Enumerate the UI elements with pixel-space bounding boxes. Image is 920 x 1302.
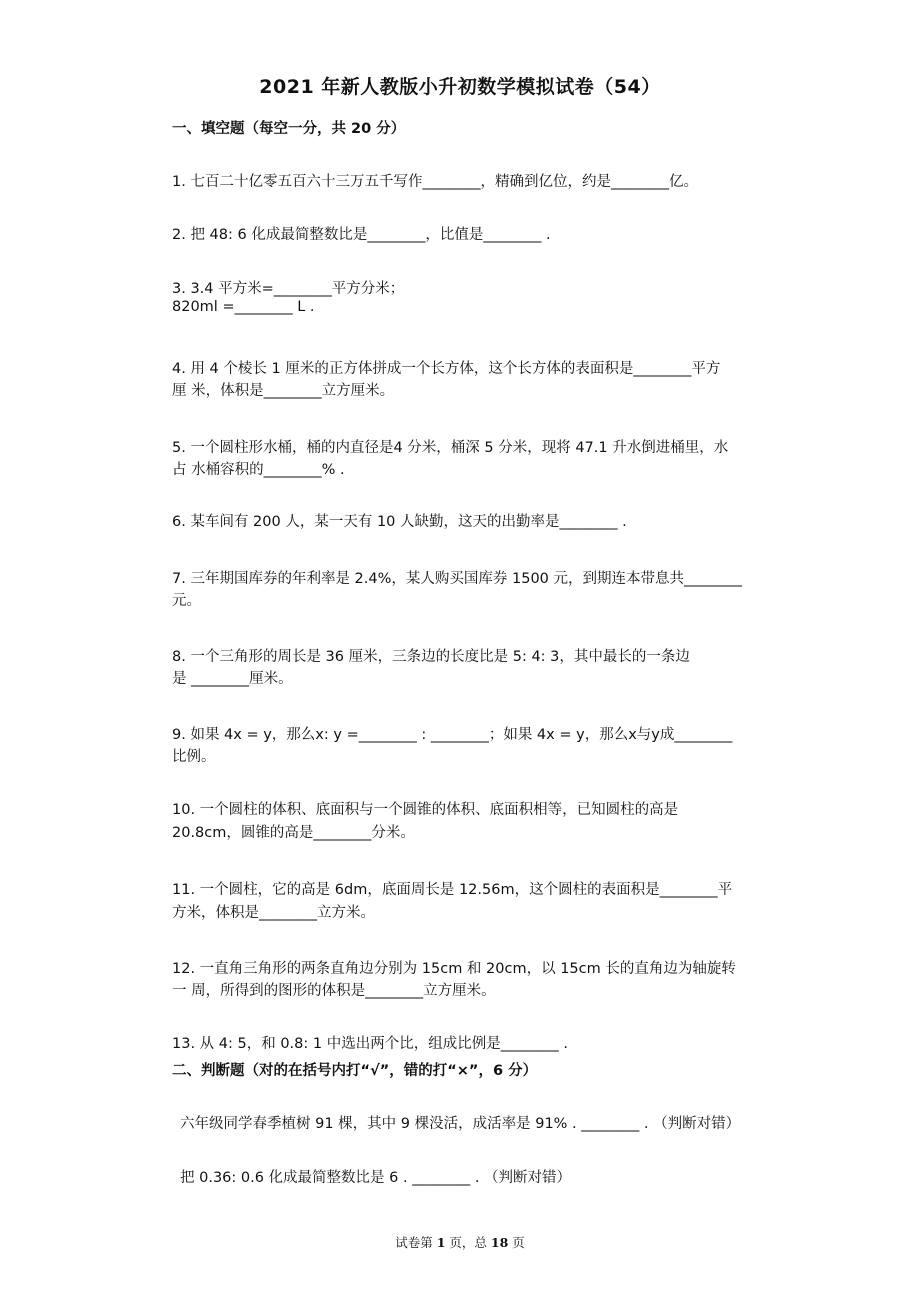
question-12-line-2: 一 周，所得到的图形的体积是________立方厘米。 xyxy=(172,983,496,999)
footer-middle: 页，总 xyxy=(445,1235,491,1250)
footer-prefix: 试卷第 xyxy=(395,1235,437,1250)
question-3-line-2: 820ml =________ L . xyxy=(172,299,315,315)
question-10-line-1: 10. 一个圆柱的体积、底面积与一个圆锥的体积、底面积相等，已知圆柱的高是 xyxy=(172,802,679,818)
question-6: 6. 某车间有 200 人，某一天有 10 人缺勤，这天的出勤率是________ . xyxy=(172,514,627,530)
section-true-false-heading: 二、判断题（对的在括号内打“√”，错的打“×”，6 分） xyxy=(172,1063,538,1079)
question-4-line-2: 厘 米，体积是________立方厘米。 xyxy=(172,383,395,399)
question-11-line-2: 方米，体积是________立方米。 xyxy=(172,905,375,921)
question-13: 13. 从 4: 5，和 0.8: 1 中选出两个比，组成比例是________ . xyxy=(172,1036,568,1052)
question-9-line-2: 比例。 xyxy=(172,749,216,765)
question-8-line-2: 是 ________厘米。 xyxy=(172,671,293,687)
exam-title: 2021 年新人教版小升初数学模拟试卷（54） xyxy=(259,76,661,98)
question-8-line-1: 8. 一个三角形的周长是 36 厘米，三条边的长度比是 5: 4: 3，其中最长的一条边 xyxy=(172,649,690,665)
footer-total-pages: 18 xyxy=(490,1235,509,1250)
question-12-line-1: 12. 一直角三角形的两条直角边分别为 15cm 和 20cm，以 15cm 长的直角边为轴旋转 xyxy=(172,961,736,977)
question-7-line-2: 元。 xyxy=(172,593,201,609)
question-2: 2. 把 48: 6 化成最简整数比是________，比值是________ . xyxy=(172,227,551,243)
question-10-line-2: 20.8cm，圆锥的高是________分米。 xyxy=(172,825,415,841)
footer-suffix: 页 xyxy=(508,1235,525,1250)
question-11-line-1: 11. 一个圆柱，它的高是 6dm，底面周长是 12.56m，这个圆柱的表面积是________平 xyxy=(172,882,733,898)
question-4-line-1: 4. 用 4 个棱长 1 厘米的正方体拼成一个长方体，这个长方体的表面积是________平方 xyxy=(172,361,721,377)
question-5-line-1: 5. 一个圆柱形水桶，桶的内直径是4 分米，桶深 5 分米，现将 47.1 升水倒进桶里，水 xyxy=(172,440,729,456)
section-fill-blank-heading: 一、填空题（每空一分，共 20 分） xyxy=(172,121,406,137)
judge-question-1: 六年级同学春季植树 91 棵，其中 9 棵没活，成活率是 91% . ________ . （判断对错） xyxy=(180,1116,741,1132)
question-3-line-1: 3. 3.4 平方米=________平方分米； xyxy=(172,281,405,297)
judge-question-2: 把 0.36: 0.6 化成最简整数比是 6 . ________ . （判断对错） xyxy=(180,1170,572,1186)
question-9-line-1: 9. 如果 4x = y，那么x: y =________ : ________；如果 4x = y，那么x与y成________ xyxy=(172,727,733,743)
question-7-line-1: 7. 三年期国库券的年利率是 2.4%，某人购买国库券 1500 元，到期连本带息共________ xyxy=(172,571,743,587)
question-5-line-2: 占 水桶容积的________% . xyxy=(172,462,345,478)
question-1: 1. 七百二十亿零五百六十三万五千写作________，精确到亿位，约是________亿。 xyxy=(172,174,698,190)
footer-page-number: 1 xyxy=(436,1235,446,1250)
page-footer xyxy=(0,1233,920,1251)
